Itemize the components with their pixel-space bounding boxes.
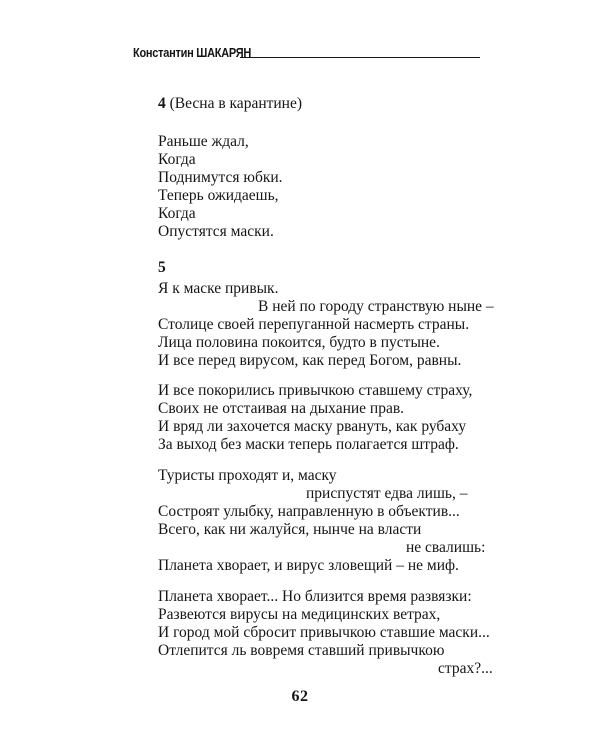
poem-line: Своих не отстаивая на дыхание прав. (158, 400, 405, 417)
poem-line-indented: В ней по городу странствую ныне – (258, 298, 494, 315)
poem-line: Я к маске привык. (158, 280, 279, 297)
header-author-name: Константин ШАКАРЯН (133, 46, 252, 60)
poem-line: И все перед вирусом, как перед Богом, равны. (158, 352, 462, 369)
poem-4-number: 4 (158, 95, 166, 112)
poem-4-title: (Весна в карантине) (169, 95, 303, 112)
poem-line: И все покорились привычкою ставшему страху, (158, 382, 473, 399)
poem-line-indented: не свалишь: (406, 539, 486, 556)
poem-line: За выход без маски теперь полагается штраф. (158, 436, 459, 453)
poem-line: Развеются вирусы на медицинских ветрах, (158, 606, 441, 623)
poem-line: Планета хворает... Но близится время развязки: (158, 588, 472, 605)
poem-line: И город мой сбросит привычкою ставшие маски... (158, 624, 490, 641)
poem-line-indented: страх?... (438, 660, 493, 677)
poem-line: Теперь ожидаешь, (158, 187, 279, 204)
page-number: 62 (291, 688, 309, 705)
poem-line: Опустятся маски. (158, 223, 274, 240)
poem-line: Лица половина покоится, будто в пустыне. (158, 334, 440, 351)
poem-line: Когда (158, 205, 196, 222)
poem-line: Всего, как ни жалуйся, нынче на власти (158, 521, 422, 538)
poem-line: Состроят улыбку, направленную в объектив... (158, 503, 460, 520)
poem-line: Поднимутся юбки. (158, 169, 283, 186)
poem-line: Когда (158, 151, 196, 168)
poem-5-number: 5 (158, 259, 166, 276)
poem-line: Столице своей перепуганной насмерть страны. (158, 316, 470, 333)
poem-line: Отлепится ль вовремя ставший привычкою (158, 642, 445, 659)
poem-4-heading (158, 95, 302, 113)
poem-line-indented: приспустят едва лишь, – (306, 485, 468, 502)
poem-line: Раньше ждал, (158, 133, 249, 150)
poem-line: Туристы проходят и, маску (158, 467, 337, 484)
poem-line: Планета хворает, и вирус зловещий – не миф. (158, 557, 459, 574)
poem-line: И вряд ли захочется маску рвануть, как рубаху (158, 418, 467, 435)
header-rule (240, 57, 480, 58)
